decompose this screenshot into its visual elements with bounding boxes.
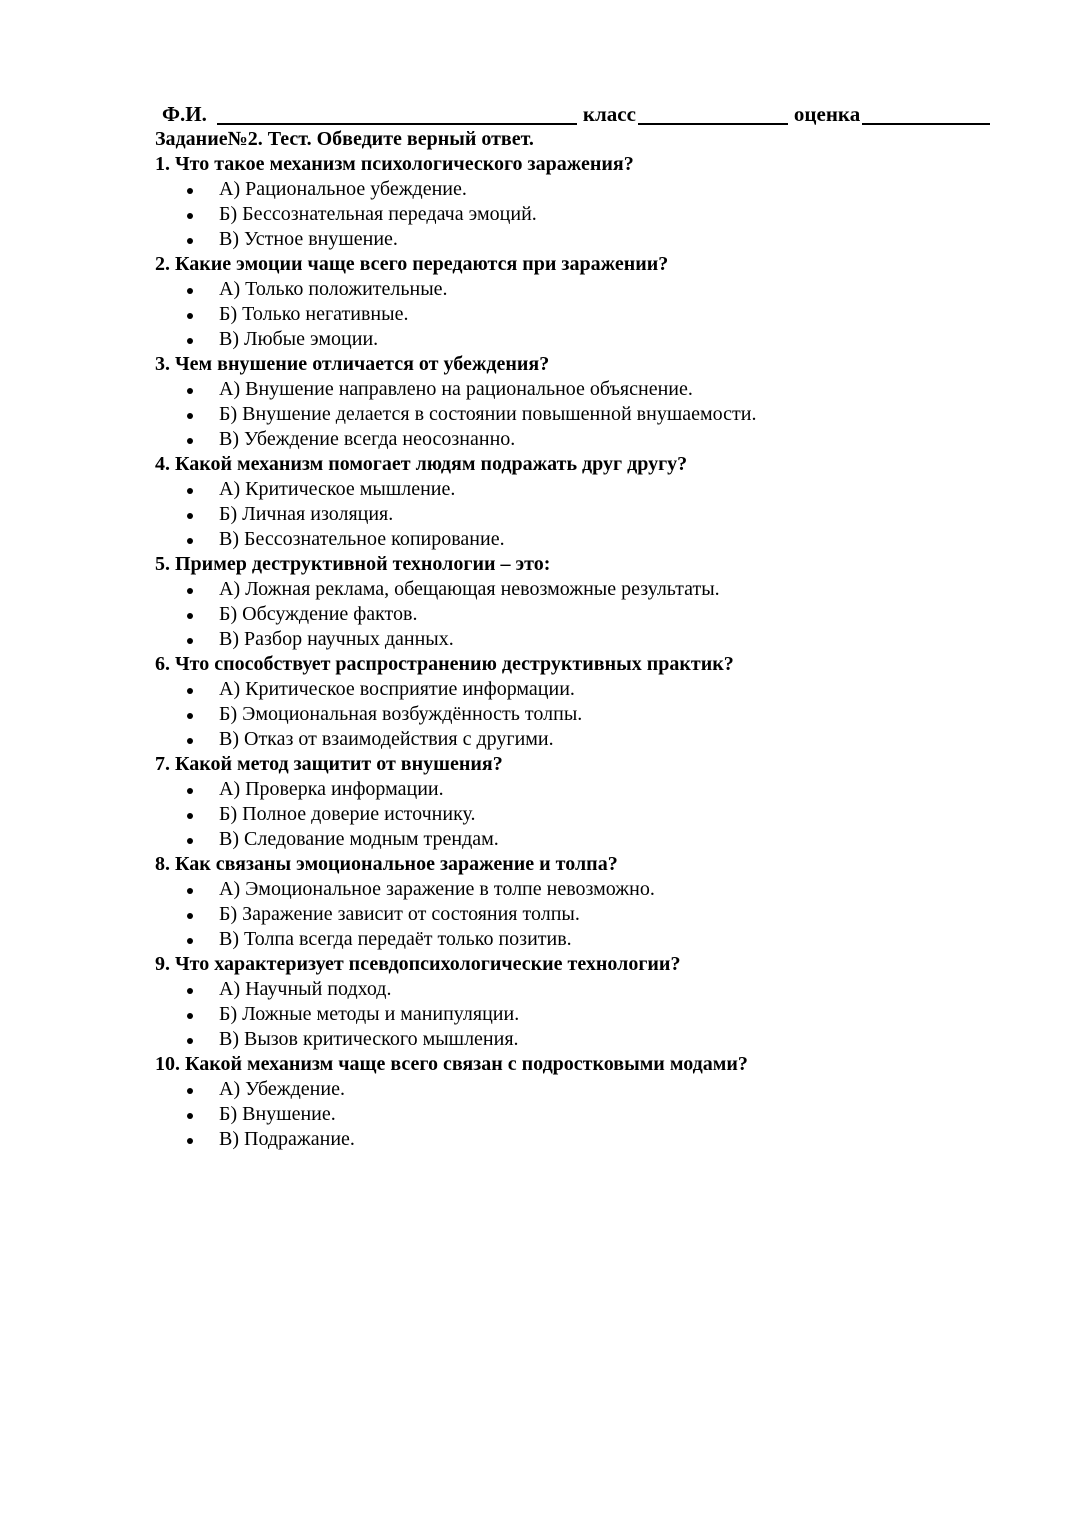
question-block xyxy=(155,852,1025,952)
answer-options xyxy=(155,577,1025,652)
answer-option[interactable] xyxy=(155,1027,1025,1052)
answer-option[interactable] xyxy=(155,527,1025,552)
bullet-icon xyxy=(187,988,193,994)
bullet-icon xyxy=(187,1013,193,1019)
task-title: Задание№2. Тест. Обведите верный ответ. xyxy=(155,128,534,150)
answer-option[interactable] xyxy=(155,902,1025,927)
question-text: 9. Что характеризует псевдопсихологические технологии? xyxy=(155,953,681,975)
answer-option-text: А) Ложная реклама, обещающая невозможные результаты. xyxy=(219,578,720,600)
answer-options xyxy=(155,777,1025,852)
answer-option-text: Б) Внушение. xyxy=(219,1103,336,1125)
answer-option[interactable] xyxy=(155,727,1025,752)
bullet-icon xyxy=(187,913,193,919)
bullet-icon xyxy=(187,788,193,794)
answer-option-text: В) Отказ от взаимодействия с другими. xyxy=(219,728,554,750)
answer-option[interactable] xyxy=(155,827,1025,852)
answer-option[interactable] xyxy=(155,1077,1025,1102)
bullet-icon xyxy=(187,188,193,194)
answer-option[interactable] xyxy=(155,302,1025,327)
bullet-icon xyxy=(187,1088,193,1094)
bullet-icon xyxy=(187,613,193,619)
bullet-icon xyxy=(187,213,193,219)
answer-option[interactable] xyxy=(155,977,1025,1002)
answer-option-text: Б) Обсуждение фактов. xyxy=(219,603,418,625)
bullet-icon xyxy=(187,638,193,644)
question-text: 10. Какой механизм чаще всего связан с подростковыми модами? xyxy=(155,1053,748,1075)
name-blank xyxy=(217,103,577,125)
bullet-icon xyxy=(187,388,193,394)
answer-option-text: А) Проверка информации. xyxy=(219,778,444,800)
bullet-icon xyxy=(187,688,193,694)
answer-option-text: В) Разбор научных данных. xyxy=(219,628,454,650)
question-block xyxy=(155,552,1025,652)
question-block xyxy=(155,352,1025,452)
answer-option-text: А) Только положительные. xyxy=(219,278,448,300)
class-label: класс xyxy=(582,102,636,126)
answer-options xyxy=(155,377,1025,452)
answer-options xyxy=(155,977,1025,1052)
worksheet-content xyxy=(155,101,1025,1152)
answer-option[interactable] xyxy=(155,202,1025,227)
bullet-icon xyxy=(187,538,193,544)
answer-options xyxy=(155,277,1025,352)
answer-option[interactable] xyxy=(155,777,1025,802)
bullet-icon xyxy=(187,838,193,844)
answer-option[interactable] xyxy=(155,927,1025,952)
answer-option[interactable] xyxy=(155,227,1025,252)
bullet-icon xyxy=(187,288,193,294)
answer-option-text: В) Толпа всегда передаёт только позитив. xyxy=(219,928,572,950)
class-blank xyxy=(638,103,788,125)
answer-option-text: В) Следование модным трендам. xyxy=(219,828,499,850)
answer-option[interactable] xyxy=(155,502,1025,527)
answer-options xyxy=(155,177,1025,252)
bullet-icon xyxy=(187,338,193,344)
bullet-icon xyxy=(187,938,193,944)
question-text: 8. Как связаны эмоциональное заражение и толпа? xyxy=(155,853,618,875)
answer-option[interactable] xyxy=(155,577,1025,602)
answer-option-text: А) Научный подход. xyxy=(219,978,392,1000)
question-text: 5. Пример деструктивной технологии – это: xyxy=(155,553,551,575)
bullet-icon xyxy=(187,488,193,494)
bullet-icon xyxy=(187,713,193,719)
answer-option[interactable] xyxy=(155,702,1025,727)
answer-option[interactable] xyxy=(155,602,1025,627)
bullet-icon xyxy=(187,1113,193,1119)
answer-option-text: Б) Личная изоляция. xyxy=(219,503,394,525)
question-text: 1. Что такое механизм психологического заражения? xyxy=(155,153,634,175)
question-text: 3. Чем внушение отличается от убеждения? xyxy=(155,353,550,375)
question-block xyxy=(155,752,1025,852)
answer-options xyxy=(155,477,1025,552)
answer-option[interactable] xyxy=(155,327,1025,352)
answer-option-text: А) Эмоциональное заражение в толпе невозможно. xyxy=(219,878,655,900)
question-block xyxy=(155,952,1025,1052)
answer-option[interactable] xyxy=(155,1127,1025,1152)
answer-option[interactable] xyxy=(155,402,1025,427)
answer-option[interactable] xyxy=(155,177,1025,202)
answer-options xyxy=(155,877,1025,952)
answer-option-text: Б) Только негативные. xyxy=(219,303,409,325)
bullet-icon xyxy=(187,513,193,519)
bullet-icon xyxy=(187,238,193,244)
answer-option[interactable] xyxy=(155,802,1025,827)
answer-option-text: Б) Внушение делается в состоянии повышенной внушаемости. xyxy=(219,403,757,425)
student-info-line xyxy=(155,101,1025,127)
answer-option[interactable] xyxy=(155,477,1025,502)
answer-option[interactable] xyxy=(155,627,1025,652)
answer-option[interactable] xyxy=(155,377,1025,402)
answer-option-text: Б) Эмоциональная возбуждённость толпы. xyxy=(219,703,583,725)
grade-label: оценка xyxy=(793,102,861,126)
answer-option[interactable] xyxy=(155,1002,1025,1027)
answer-option-text: В) Убеждение всегда неосознанно. xyxy=(219,428,516,450)
questions-list xyxy=(155,152,1025,1152)
answer-option-text: Б) Заражение зависит от состояния толпы. xyxy=(219,903,580,925)
bullet-icon xyxy=(187,313,193,319)
answer-options xyxy=(155,677,1025,752)
answer-options xyxy=(155,1077,1025,1152)
bullet-icon xyxy=(187,588,193,594)
bullet-icon xyxy=(187,738,193,744)
answer-option-text: В) Устное внушение. xyxy=(219,228,398,250)
question-block xyxy=(155,652,1025,752)
answer-option[interactable] xyxy=(155,427,1025,452)
answer-option[interactable] xyxy=(155,677,1025,702)
name-label: Ф.И. xyxy=(162,102,207,126)
answer-option[interactable] xyxy=(155,277,1025,302)
answer-option[interactable] xyxy=(155,1102,1025,1127)
answer-option-text: А) Рациональное убеждение. xyxy=(219,178,467,200)
bullet-icon xyxy=(187,438,193,444)
answer-option[interactable] xyxy=(155,877,1025,902)
question-text: 7. Какой метод защитит от внушения? xyxy=(155,753,503,775)
question-block xyxy=(155,452,1025,552)
answer-option-text: А) Критическое мышление. xyxy=(219,478,456,500)
answer-option-text: В) Подражание. xyxy=(219,1128,355,1150)
question-text: 2. Какие эмоции чаще всего передаются при заражении? xyxy=(155,253,669,275)
answer-option-text: В) Вызов критического мышления. xyxy=(219,1028,519,1050)
question-text: 4. Какой механизм помогает людям подражать друг другу? xyxy=(155,453,688,475)
bullet-icon xyxy=(187,813,193,819)
grade-blank xyxy=(862,103,990,125)
answer-option-text: В) Любые эмоции. xyxy=(219,328,379,350)
answer-option-text: А) Убеждение. xyxy=(219,1078,345,1100)
answer-option-text: В) Бессознательное копирование. xyxy=(219,528,505,550)
bullet-icon xyxy=(187,1138,193,1144)
answer-option-text: Б) Полное доверие источнику. xyxy=(219,803,476,825)
answer-option-text: А) Внушение направлено на рациональное объяснение. xyxy=(219,378,693,400)
answer-option-text: Б) Бессознательная передача эмоций. xyxy=(219,203,537,225)
question-block xyxy=(155,252,1025,352)
question-text: 6. Что способствует распространению деструктивных практик? xyxy=(155,653,734,675)
bullet-icon xyxy=(187,413,193,419)
bullet-icon xyxy=(187,888,193,894)
question-block xyxy=(155,152,1025,252)
answer-option-text: Б) Ложные методы и манипуляции. xyxy=(219,1003,520,1025)
answer-option-text: А) Критическое восприятие информации. xyxy=(219,678,575,700)
bullet-icon xyxy=(187,1038,193,1044)
question-block xyxy=(155,1052,1025,1152)
